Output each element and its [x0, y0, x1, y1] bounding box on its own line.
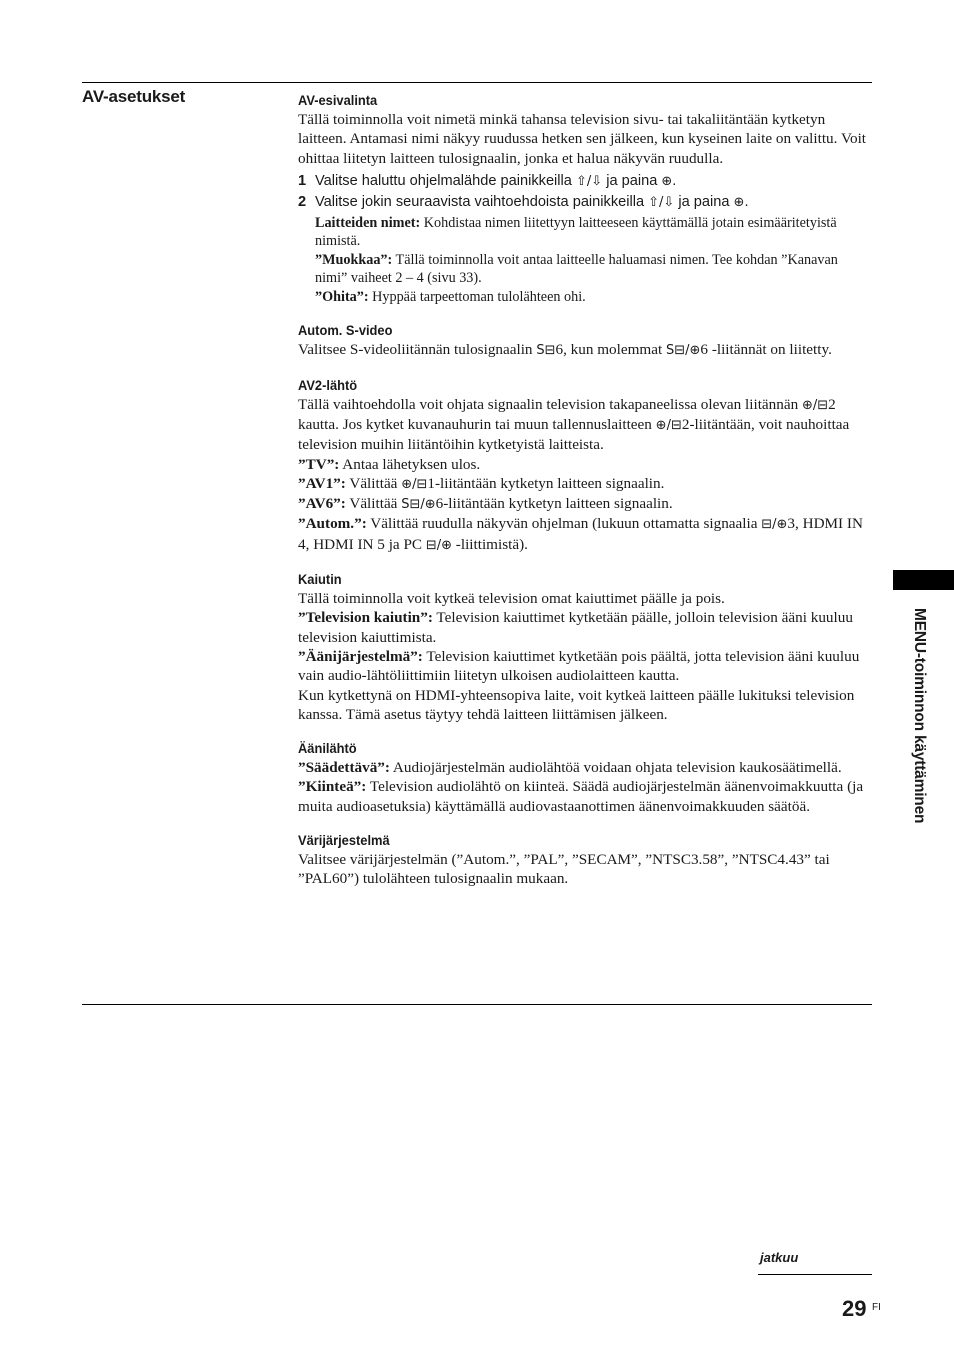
scart-connector-icon: ⊕/⊟: [401, 476, 428, 492]
s-video-video-input-icon: S⊟/⊕: [401, 497, 436, 513]
scart-connector-icon: ⊕/⊟: [801, 397, 829, 413]
option-text: 3, HDMI IN 4, HDMI IN 5 ja PC: [298, 515, 863, 553]
option-text: Television audiolähtö on kiinteä. Säädä audiojärjestelmän äänenvoimakkuutta (ja muita audioasetuksia) käyttämällä audiovastaanottimen äänenvoimakkuuden säätöä.: [298, 778, 864, 815]
color-system-text: Valitsee värijärjestelmän (”Autom.”, ”PAL”, ”SECAM”, ”NTSC3.58”, ”NTSC4.43” tai ”PAL60”) tulolähteen tulosignaalin mukaan.: [298, 851, 830, 888]
scart-connector-icon: ⊕/⊟: [655, 417, 682, 433]
speaker-title: Kaiutin: [298, 571, 342, 588]
s-video-video-input-icon: S⊟/⊕: [666, 343, 701, 359]
step-text: .: [744, 193, 749, 210]
option-label: ”AV6”:: [298, 495, 346, 513]
option-item: [315, 214, 870, 251]
option-label: ”Television kaiutin”:: [298, 609, 433, 627]
auto-svideo-section: [298, 320, 870, 360]
top-rule: [82, 82, 872, 83]
option-label: ”Muokkaa”:: [315, 251, 393, 268]
auto-svideo-title: Autom. S-video: [298, 322, 393, 339]
color-system-section: [298, 830, 870, 889]
speaker-section: [298, 569, 870, 724]
option-label: ”TV”:: [298, 455, 340, 473]
av2-output-section: [298, 375, 870, 555]
settings-content: [298, 90, 870, 903]
language-code: FI: [872, 1302, 881, 1313]
step-2: [298, 192, 870, 213]
option-text: 1-liitäntään kytketyn laitteen signaalin.: [427, 474, 665, 492]
option-item: [315, 288, 870, 307]
component-input-icon: ⊟/⊕: [761, 517, 788, 533]
option-item: [315, 251, 870, 288]
body-text: 2-liitäntään, voit nauhoittaa television muihin liitäntöihin kytketyistä laitteista.: [298, 415, 850, 454]
option-item: [298, 758, 870, 777]
option-text: 6-liitäntään kytketyn laitteen signaalin.: [435, 495, 673, 513]
option-item: [298, 777, 870, 816]
option-text: Antaa lähetyksen ulos.: [339, 455, 481, 473]
enter-button-icon: ⊕: [733, 194, 745, 210]
continued-label: jatkuu: [760, 1250, 799, 1265]
av2-output-intro: [298, 395, 870, 455]
option-text: Välittää ruudulla näkyvän ohjelman (lukuun ottamatta signaalia: [366, 515, 762, 533]
color-system-title: Värijärjestelmä: [298, 832, 390, 849]
chapter-tab-label: MENU-toiminnon käyttäminen: [911, 608, 928, 824]
step-1: [298, 171, 870, 192]
option-label: ”Kiinteä”:: [298, 778, 367, 796]
option-item: [298, 647, 870, 686]
section-heading: AV-asetukset: [82, 87, 186, 106]
chapter-tab-marker: [893, 570, 954, 590]
option-item: [298, 514, 870, 555]
auto-svideo-text: [298, 340, 870, 360]
option-label: ”Äänijärjestelmä”:: [298, 647, 423, 665]
body-text: Tällä vaihtoehdolla voit ohjata signaalin television takapaneelissa olevan liitännän: [298, 395, 802, 413]
audio-out-section: [298, 738, 870, 816]
option-item: [298, 455, 870, 474]
option-label: ”Ohita”:: [315, 288, 369, 305]
option-text: -liittimistä).: [452, 535, 528, 553]
up-down-arrow-icon: ⇧/⇩: [575, 173, 603, 189]
option-label: ”AV1”:: [298, 474, 346, 492]
option-item: [298, 608, 870, 647]
av-preset-intro: Tällä toiminnolla voit nimetä minkä tahansa television sivu- tai takaliitäntään kytketyn laitteen. Antamasi nimi näkyy ruudussa hetken sen jälkeen, kun kyseinen laite on valittu. Voit ohittaa liitetyn laitteen tulosignaalin, jonka et halua näkyvän ruudulla.: [298, 111, 867, 167]
enter-button-icon: ⊕: [661, 173, 673, 189]
option-label: ”Säädettävä”:: [298, 759, 390, 777]
option-text: Audiojärjestelmän audiolähtöä voidaan ohjata television kaukosäätimellä.: [389, 759, 842, 777]
av-preset-title: AV-esivalinta: [298, 92, 378, 108]
bottom-rule: [82, 1004, 872, 1005]
s-video-input-icon: S⊟: [536, 343, 556, 359]
av2-output-title: AV2-lähtö: [298, 376, 358, 393]
body-text: 6 -liitännät on liitetty.: [700, 341, 832, 359]
up-down-arrow-icon: ⇧/⇩: [648, 194, 675, 210]
body-text: Valitsee S-videoliitännän tulosignaalin: [298, 341, 537, 359]
av-preset-options: [315, 214, 870, 307]
step-text: Valitse haluttu ohjelmalähde painikkeilla: [315, 172, 576, 189]
body-text: 2 kautta. Jos kytket kuvanauhurin tai muun tallennuslaitteen: [298, 395, 836, 433]
option-item: [298, 474, 870, 494]
step-text: ja paina: [602, 172, 662, 189]
option-text: Välittää: [345, 495, 402, 513]
body-text: 6, kun molemmat: [555, 341, 666, 359]
option-text: Kohdistaa nimen liitettyyn laitteeseen käyttämällä jotain esimääritetyistä nimistä.: [315, 214, 837, 250]
option-label: Laitteiden nimet:: [315, 214, 421, 231]
step-text: .: [672, 172, 677, 189]
audio-out-title: Äänilähtö: [298, 740, 357, 757]
av-preset-section: [298, 90, 870, 306]
step-text: ja paina: [674, 193, 734, 210]
option-item: [298, 494, 870, 514]
av-preset-steps: [298, 171, 870, 213]
option-text: Television kaiuttimet kytketään pois päältä, jotta television ääni kuuluu vain audio-lähtöliittimiin liitetyn ulkoisen audiolaitteen kautta.: [298, 647, 860, 685]
step-number: 1: [298, 172, 307, 189]
step-text: Valitse jokin seuraavista vaihtoehdoista painikkeilla: [315, 193, 649, 210]
option-text: Hyppää tarpeettoman tulolähteen ohi.: [368, 288, 586, 305]
speaker-intro: Tällä toiminnolla voit kytkeä television omat kaiuttimet päälle ja pois.: [298, 590, 725, 608]
option-text: Television kaiuttimet kytketään päälle, jolloin television ääni kuuluu television kaiuttimista.: [298, 609, 853, 646]
page-number: 29: [842, 1296, 867, 1321]
option-text: Tällä toiminnolla voit antaa laitteelle haluamasi nimen. Tee kohdan ”Kanavan nimi” vaiheet 2 – 4 (sivu 33).: [315, 251, 838, 287]
option-text: Välittää: [345, 474, 402, 492]
option-label: ”Autom.”:: [298, 515, 367, 533]
continued-rule: [758, 1274, 872, 1275]
pc-input-icon: ⊟/⊕: [425, 537, 452, 553]
step-number: 2: [298, 193, 307, 210]
speaker-hdmi-note: Kun kytkettynä on HDMI-yhteensopiva laite, voit kytkeä laitteen päälle lukituksi television kanssa. Tämä asetus täytyy tehdä laitteen liittämisen jälkeen.: [298, 686, 855, 723]
